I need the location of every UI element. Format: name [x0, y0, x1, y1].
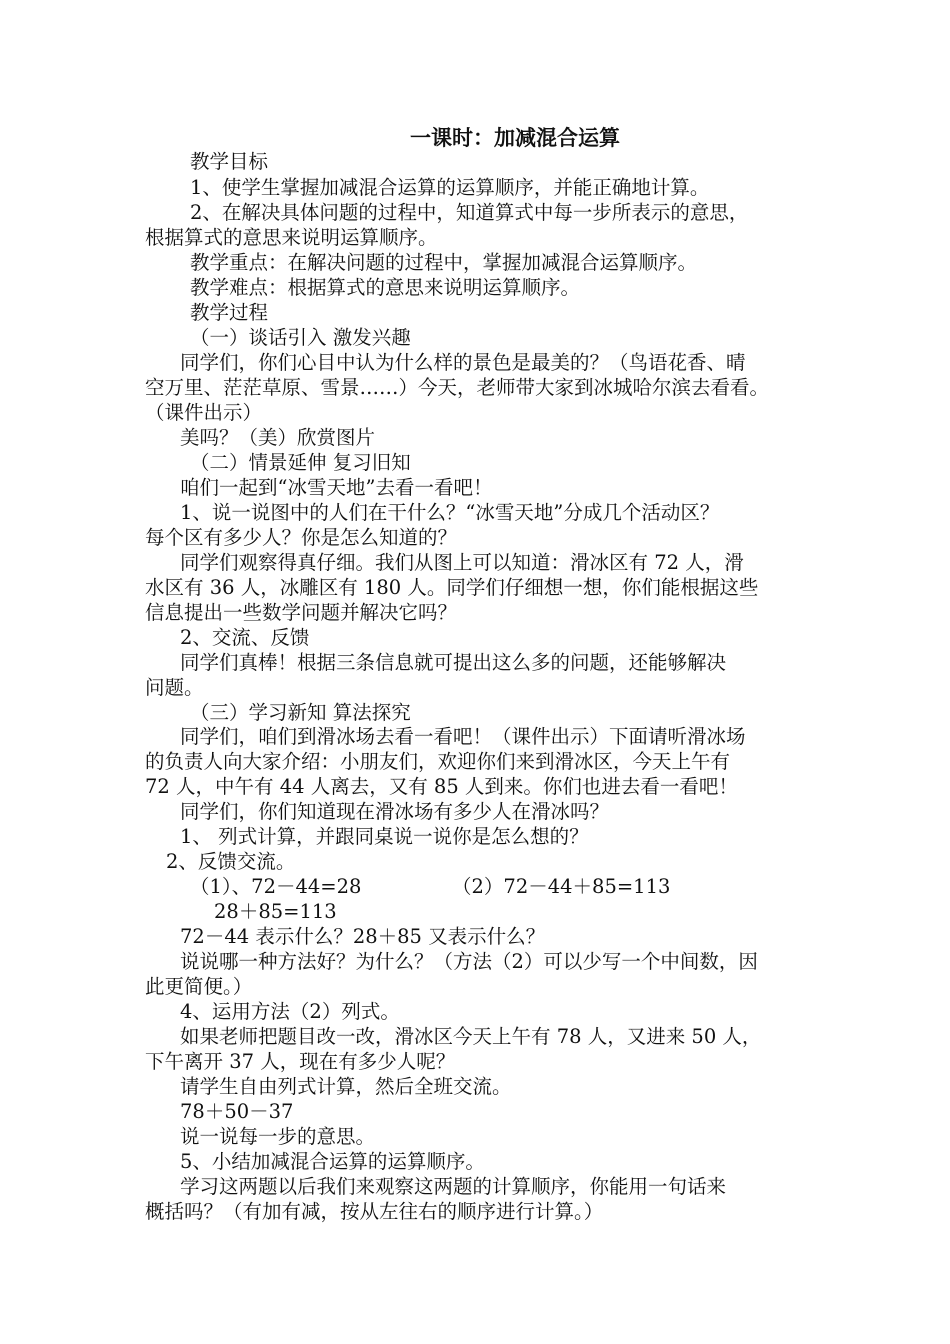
text-line: 根据算式的意思来说明运算顺序。 [145, 226, 438, 249]
section-heading: （三）学习新知 算法探究 [190, 701, 411, 724]
text-line: 72－44 表示什么？28＋85 又表示什么？ [180, 925, 546, 948]
text-line: 美吗？（美）欣赏图片 [180, 426, 376, 449]
text-line: 同学们，你们知道现在滑冰场有多少人在滑冰吗？ [180, 800, 610, 823]
text-line: 水区有 36 人，冰雕区有 180 人。同学们仔细想一想，你们能根据这些 [145, 576, 759, 599]
text-line: 1、使学生掌握加减混合运算的运算顺序，并能正确地计算。 [190, 176, 710, 199]
text-line: 咱们一起到“冰雪天地”去看一看吧！ [180, 476, 493, 499]
text-line: 2、在解决具体问题的过程中，知道算式中每一步所表示的意思， [190, 201, 749, 224]
text-line: 说说哪一种方法好？为什么？（方法（2）可以少写一个中间数，因 [180, 950, 758, 973]
text-line: 同学们，咱们到滑冰场去看一看吧！（课件出示）下面请听滑冰场 [180, 725, 746, 748]
text-line: 同学们观察得真仔细。我们从图上可以知道：滑冰区有 72 人，滑 [180, 551, 744, 574]
text-line: 学习这两题以后我们来观察这两题的计算顺序，你能用一句话来 [180, 1175, 727, 1198]
text-line: 说一说每一步的意思。 [180, 1125, 376, 1148]
text-line: 1、 列式计算，并跟同桌说一说你是怎么想的？ [180, 825, 589, 848]
text-line: 空万里、茫茫草原、雪景……）今天，老师带大家到冰城哈尔滨去看看。 [145, 376, 770, 399]
text-line: 5、小结加减混合运算的运算顺序。 [180, 1150, 485, 1173]
text-line: 教学目标 [190, 150, 269, 173]
text-line: 如果老师把题目改一改，滑冰区今天上午有 78 人，又进来 50 人， [180, 1025, 762, 1048]
text-line: 每个区有多少人？你是怎么知道的？ [145, 526, 458, 549]
text-line: 72 人，中午有 44 人离去，又有 85 人到来。你们也进去看一看吧！ [145, 775, 738, 798]
text-line: 教学过程 [190, 301, 269, 324]
equation: 78＋50－37 [180, 1100, 294, 1123]
text-line: 教学重点：在解决问题的过程中，掌握加减混合运算顺序。 [190, 251, 698, 274]
document-title: 一课时：加减混合运算 [410, 125, 620, 150]
section-heading: （二）情景延伸 复习旧知 [190, 451, 411, 474]
text-line: 问题。 [145, 676, 204, 699]
text-line: 同学们真棒！根据三条信息就可提出这么多的问题，还能够解决 [180, 651, 727, 674]
text-line: 请学生自由列式计算，然后全班交流。 [180, 1075, 512, 1098]
text-line: 下午离开 37 人，现在有多少人呢？ [145, 1050, 456, 1073]
text-line: 2、反馈交流。 [166, 850, 296, 873]
text-line: 同学们，你们心目中认为什么样的景色是最美的？（鸟语花香、晴 [180, 351, 746, 374]
equation: （2）72－44＋85=113 [452, 875, 671, 898]
equation: 28＋85=113 [214, 900, 337, 923]
text-line: 2、交流、反馈 [180, 626, 310, 649]
text-line: 的负责人向大家介绍：小朋友们，欢迎你们来到滑冰区，今天上午有 [145, 750, 731, 773]
text-line: （课件出示） [145, 401, 263, 424]
section-heading: （一）谈话引入 激发兴趣 [190, 326, 411, 349]
text-line: 此更简便。） [145, 975, 253, 998]
text-line: 概括吗？（有加有减，按从左往右的顺序进行计算。） [145, 1200, 604, 1223]
equation: （1）、72－44=28 [190, 875, 362, 898]
text-line: 1、说一说图中的人们在干什么？“冰雪天地”分成几个活动区？ [180, 501, 720, 524]
text-line: 教学难点：根据算式的意思来说明运算顺序。 [190, 276, 581, 299]
text-line: 4、运用方法（2）列式。 [180, 1000, 400, 1023]
text-line: 信息提出一些数学问题并解决它吗？ [145, 601, 458, 624]
